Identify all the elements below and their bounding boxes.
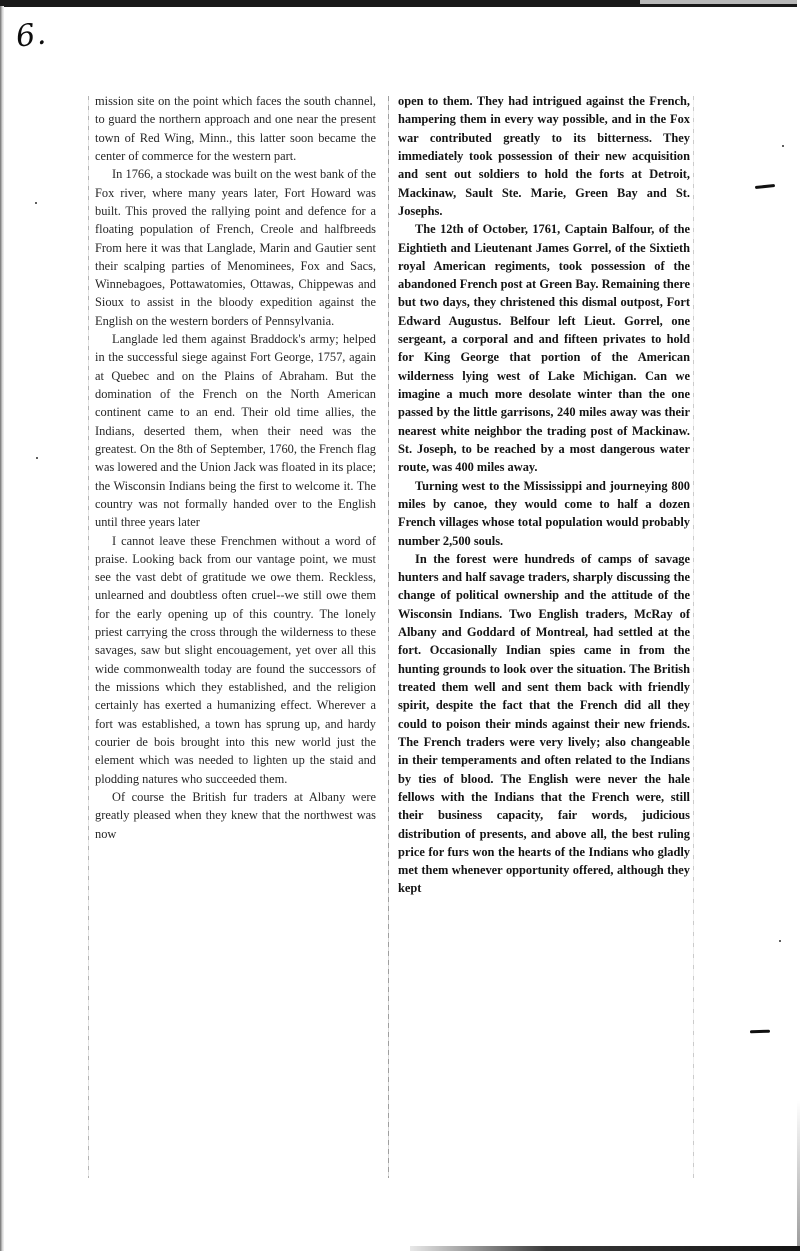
text-column-right [398,92,690,898]
paragraph: mission site on the point which faces the south channel, to guard the northern approach and one near the present town of Red Wing, Minn., this latter soon became the center of commerce for the western part. [95,94,376,163]
text-column-left [95,92,376,843]
paragraph: In 1766, a stockade was built on the west bank of the Fox river, where many years later, Fort Howard was built. This proved the rallying point and defence for a floating population of French, Creole and halfbreeds From here it was that Langlade, Marin and Gautier sent their scalping parties of Menominees, Fox and Sacs, Winnebagoes, Pottawatomies, Ottawas, Chippewas and Sioux to assist in the bloody expedition against the English on the western borders of Pennsylvania. [95,167,376,328]
paragraph: Of course the British fur traders at Albany were greatly pleased when they knew that the northwest was now [95,789,376,841]
margin-speck [779,940,781,942]
column-divider-rule [388,96,389,1178]
margin-speck [35,202,37,204]
paragraph: I cannot leave these Frenchmen without a word of praise. Looking back from our vantage point, we must see the vast debt of gratitude we owe them. Reckless, unlearned and doubtless often cruel--we still owe them for the early opening up of this country. The lonely priest carrying the cross through the wilderness to these savages, saw but slight encouagement, yet over all this wide commonwealth today are found the successors of the missions which they established, and the religion certainly has exerted a humanizing effect. Wherever a fort was established, a town has sprung up, and hardy courier de bois brought into this new world just the element which was needed to lighten up the staid and plodding natures who succeeded them. [95,533,376,786]
paragraph: Turning west to the Mississippi and journeying 800 miles by canoe, they would come to half a dozen French villages whose total population would probably number 2,500 souls. [398,478,690,548]
paragraph: The 12th of October, 1761, Captain Balfour, of the Eightieth and Lieutenant James Gorrel, of the Sixtieth royal American regiments, took possession of the abandoned French post at Green Bay. Remaining there but two days, they christened this dismal outpost, Fort Edward Augustus. Belfour left Lieut. Gorrel, one sergeant, a corporal and and fifteen privates to hold for King George that portion of the American wilderness lying west of Lake Michigan. Can we imagine a much more desolate winter than the one passed by the little garrisons, 240 miles away was their nearest white neighbor the trading post of Mackinaw. St. Joseph, to be reached by a most dangerous water route, was 400 miles away. [398,222,690,475]
paragraph: open to them. They had intrigued against the French, hampering them in every way possible, and in the Fox war contributed greatly to its bitterness. They immediately took possession of their new acquisition and sent out soldiers to hold the forts at Detroit, Mackinaw, Sault Ste. Marie, Green Bay and St. Josephs. [398,94,690,218]
paragraph: In the forest were hundreds of camps of savage hunters and half savage traders, sharply discussing the change of political ownership and the attitude of the Wisconsin Indians. Two English traders, McRay of Albany and Goddard of Montreal, had settled at the fort. Occasionally Indian spies came in from the hunting grounds to look over the situation. The British treated them well and sent them back with friendly spirit, despite the fact that the French did all they could to poison their minds against their new friends. The French traders were very lively; also changeable in their temperaments and often related to the Indians by ties of blood. The English were never the hale fellows with the Indians that the French were, still their business capacity, fair words, judicious distribution of presents, and above all, the best ruling price for furs won the hearts of the Indians who gladly met them whenever opportunity offered, although they kept [398,551,690,896]
margin-speck [782,145,784,147]
margin-speck [36,457,38,459]
handwritten-page-number: 6. [13,16,49,55]
column-rule-right [693,96,694,1178]
column-rule-left [88,96,89,1178]
paragraph: Langlade led them against Braddock's army; helped in the successful siege against Fort George, 1757, again at Quebec and on the Plains of Abraham. But the domination of the French on the North American continent came to an end. Their old time allies, the Indians, deserted them, when their need was the greatest. On the 8th of September, 1760, the French flag was lowered and the Union Jack was floated in its place; the Wisconsin Indians being the first to welcome it. The country was not formally handed over to the English until three years later [95,332,376,530]
